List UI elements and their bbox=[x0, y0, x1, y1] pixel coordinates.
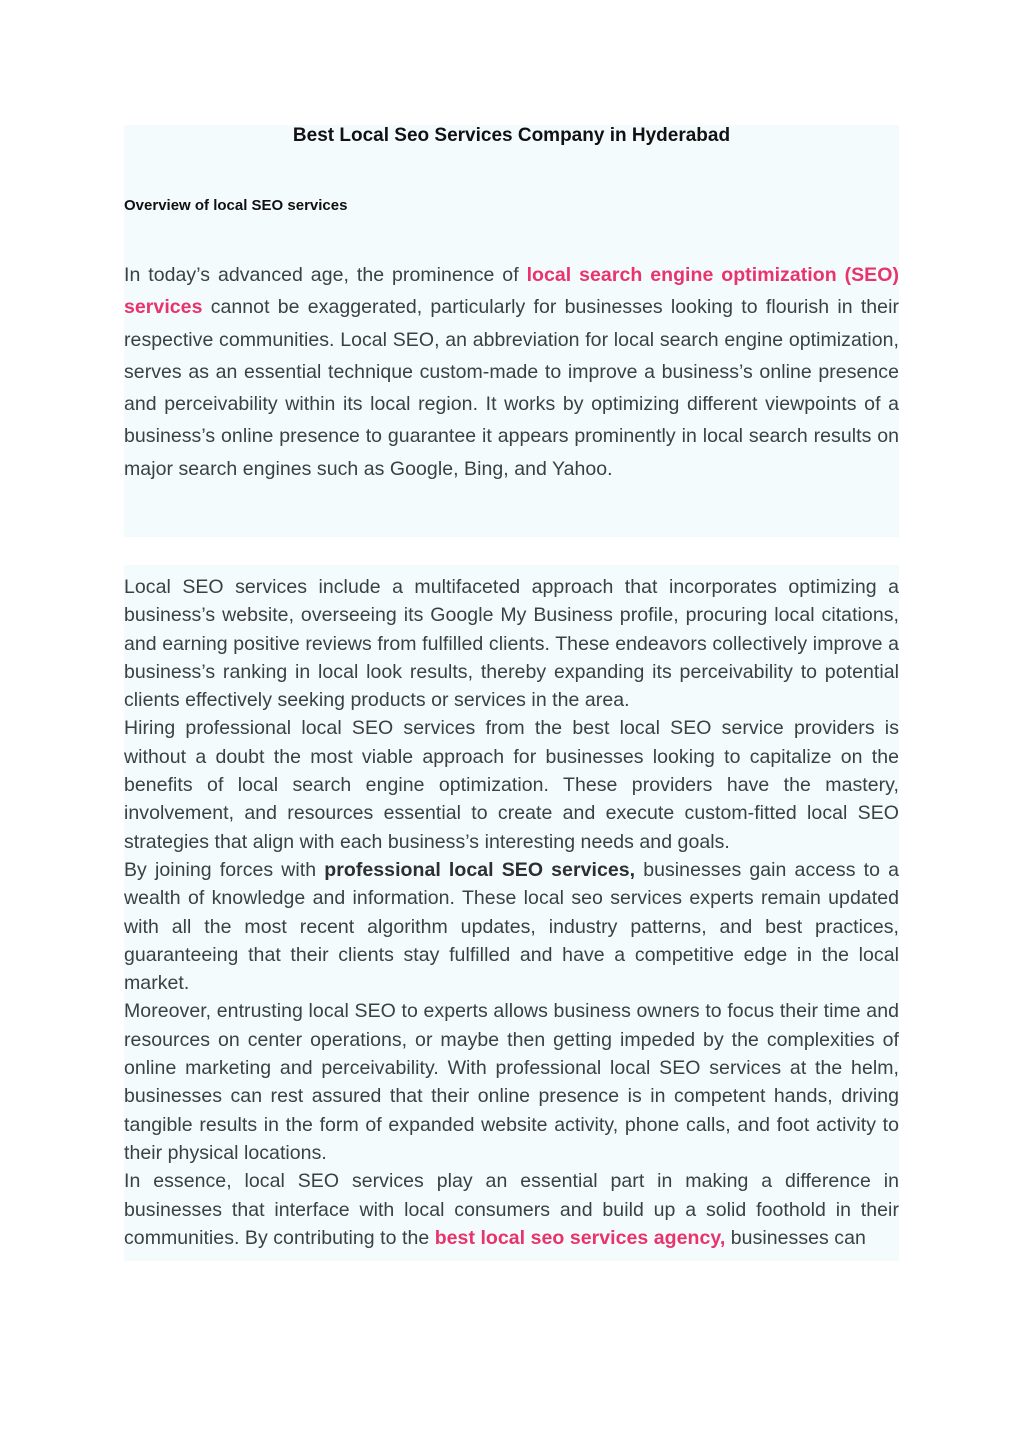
section-subtitle: Overview of local SEO services bbox=[124, 197, 348, 214]
paragraph-moreover: Moreover, entrusting local SEO to experts allows business owners to focus their time and resources on center operations, or maybe then getting impeded by the complexities of online marketing and perceivability. With professional local SEO services at the helm, businesses can rest assured that their online presence is in competent hands, driving tangible results in the form of expanded website activity, phone calls, and foot activity to their physical locations. bbox=[124, 1000, 899, 1164]
document-title: Best Local Seo Services Company in Hyderabad bbox=[292, 125, 731, 146]
essence-rest: businesses can bbox=[725, 1226, 866, 1249]
paragraph-joining-forces bbox=[124, 856, 899, 997]
essence-lead: In essence, local SEO services play an essential part in making a difference in businesses that interface with local consumers and build up a solid foothold in their communities. By contributing to the bbox=[124, 1170, 899, 1249]
best-agency-link[interactable]: best local seo services agency, bbox=[434, 1226, 726, 1249]
joining-lead: By joining forces with bbox=[124, 858, 325, 881]
body-text bbox=[124, 573, 899, 1252]
joining-rest: businesses gain access to a wealth of knowledge and information. These local seo services experts remain updated with all the most recent algorithm updates, industry patterns, and best practices, guaranteeing that their clients stay fulfilled and have a competitive edge in the local market. bbox=[124, 858, 899, 995]
paragraph-approach: Local SEO services include a multifaceted approach that incorporates optimizing a business’s website, overseeing its Google My Business profile, procuring local citations, and earning positive reviews from fulfilled clients. These endeavors collectively improve a business’s ranking in local look results, thereby expanding its perceivability to potential clients effectively seeking products or services in the area. bbox=[124, 576, 899, 712]
intro-lead: In today’s advanced age, the prominence of bbox=[124, 264, 527, 286]
paragraph-hiring: Hiring professional local SEO services from the best local SEO service providers is without a doubt the most viable approach for businesses looking to capitalize on the benefits of local search engine optimization. These providers have the mastery, involvement, and resources essential to create and execute custom-fitted local SEO strategies that align with each business’s interesting needs and goals. bbox=[124, 717, 899, 853]
intro-paragraph bbox=[124, 259, 899, 485]
paragraph-essence bbox=[124, 1167, 899, 1252]
professional-services-emphasis: professional local SEO services, bbox=[324, 858, 636, 881]
intro-rest: cannot be exaggerated, particularly for businesses looking to flourish in their respective communities. Local SEO, an abbreviation for local search engine optimization, serves as an essential technique custom-made to improve a business’s online presence and perceivability within its local region. It works by optimizing different viewpoints of a business’s online presence to guarantee it appears prominently in local search results on major search engines such as Google, Bing, and Yahoo. bbox=[124, 296, 899, 480]
local-seo-services-link[interactable]: local search engine optimization (SEO) services bbox=[124, 264, 899, 319]
